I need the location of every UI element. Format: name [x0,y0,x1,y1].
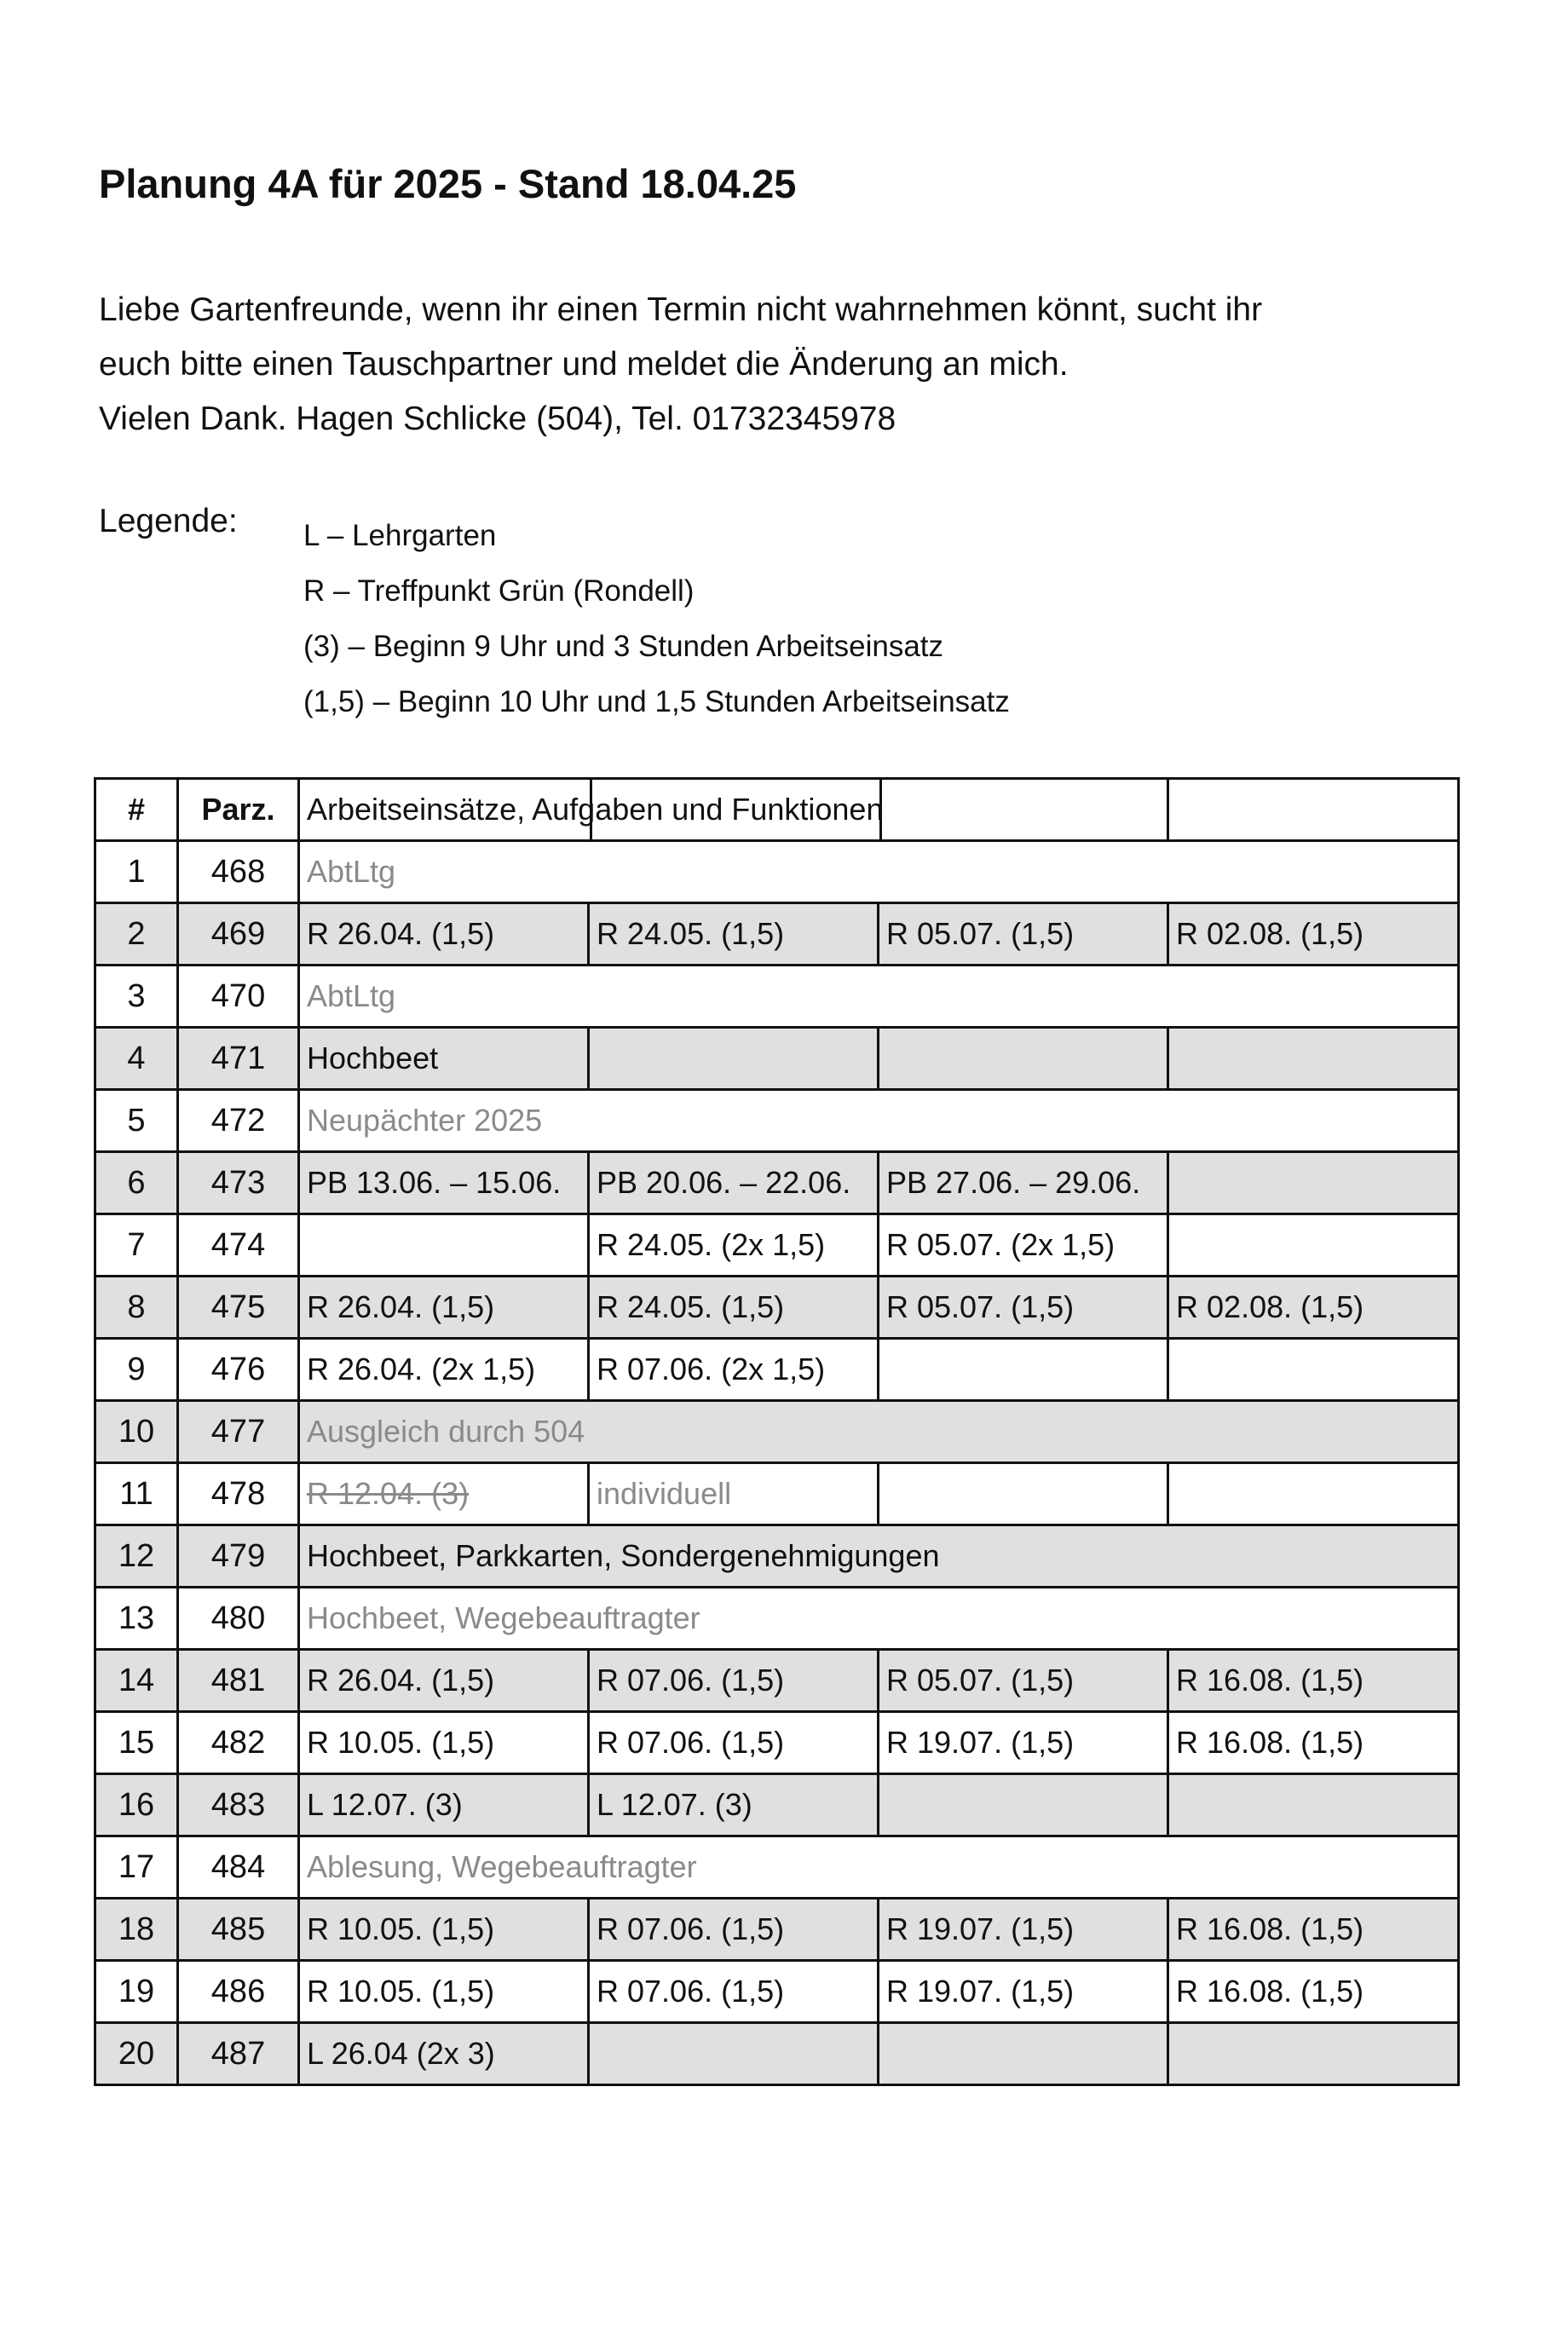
intro-line: Vielen Dank. Hagen Schlicke (504), Tel. 01732345978 [99,401,896,437]
intro-text [99,283,1462,447]
table-row [95,1961,1459,2023]
task-cell: R 07.06. (1,5) [589,1961,879,2023]
header-tasks [299,779,1168,841]
row-number: 5 [95,1090,178,1152]
task-cell: R 05.07. (1,5) [879,1277,1168,1339]
intro-line: Liebe Gartenfreunde, wenn ihr einen Termin nicht wahrnehmen könnt, sucht ihr [99,291,1263,328]
intro-line: euch bitte einen Tauschpartner und meldet die Änderung an mich. [99,346,1069,383]
row-number: 15 [95,1712,178,1774]
row-number: 6 [95,1152,178,1214]
task-cell [879,1028,1168,1090]
task-cell [879,2023,1168,2085]
assignment-table [94,777,1460,2086]
task-cell [589,2023,879,2085]
parcel-number: 485 [178,1899,299,1961]
parcel-number: 468 [178,841,299,903]
table-row [95,1525,1459,1588]
header-number: # [95,779,178,841]
table-row [95,2023,1459,2085]
task-cell: R 16.08. (1,5) [1168,1712,1459,1774]
header-parcel: Parz. [178,779,299,841]
task-cell: R 24.05. (2x 1,5) [589,1214,879,1277]
table-row [95,841,1459,903]
legend-item: (3) – Beginn 9 Uhr und 3 Stunden Arbeitseinsatz [303,630,944,663]
row-number: 10 [95,1401,178,1463]
parcel-number: 475 [178,1277,299,1339]
parcel-number: 479 [178,1525,299,1588]
task-cell [1168,1463,1459,1525]
parcel-number: 478 [178,1463,299,1525]
parcel-number: 480 [178,1588,299,1650]
parcel-number: 484 [178,1836,299,1899]
row-number: 2 [95,903,178,966]
table-row [95,1214,1459,1277]
table-row [95,903,1459,966]
task-cell: R 05.07. (1,5) [879,1650,1168,1712]
parcel-number: 477 [178,1401,299,1463]
row-number: 16 [95,1774,178,1836]
task-cell [1168,1214,1459,1277]
task-cell: R 02.08. (1,5) [1168,1277,1459,1339]
task-cell: R 10.05. (1,5) [299,1961,589,2023]
table-row [95,1339,1459,1401]
task-cell: R 26.04. (1,5) [299,903,589,966]
parcel-number: 482 [178,1712,299,1774]
task-cell: R 10.05. (1,5) [299,1712,589,1774]
legend-item: (1,5) – Beginn 10 Uhr und 1,5 Stunden Arbeitseinsatz [303,685,1010,718]
task-cell: R 19.07. (1,5) [879,1961,1168,2023]
task-cell: R 05.07. (1,5) [879,903,1168,966]
task-cell [879,1339,1168,1401]
parcel-number: 474 [178,1214,299,1277]
parcel-number: 471 [178,1028,299,1090]
row-number: 20 [95,2023,178,2085]
header-divider [879,779,882,841]
header-tasks-label: Arbeitseinsätze, Aufgaben und Funktionen [307,792,884,827]
task-cell: L 26.04 (2x 3) [299,2023,589,2085]
table-row [95,1463,1459,1525]
table-row [95,1401,1459,1463]
task-cell: R 16.08. (1,5) [1168,1899,1459,1961]
parcel-number: 487 [178,2023,299,2085]
task-cell: R 16.08. (1,5) [1168,1650,1459,1712]
task-cell: R 16.08. (1,5) [1168,1961,1459,2023]
row-number: 13 [95,1588,178,1650]
task-cell: L 12.07. (3) [299,1774,589,1836]
table-row [95,1028,1459,1090]
task-cell: R 24.05. (1,5) [589,1277,879,1339]
task-cell [1168,2023,1459,2085]
task-cell: R 05.07. (2x 1,5) [879,1214,1168,1277]
task-cell [1168,1152,1459,1214]
header-empty [1168,779,1459,841]
row-number: 3 [95,966,178,1028]
task-cell: R 24.05. (1,5) [589,903,879,966]
parcel-number: 472 [178,1090,299,1152]
page-title: Planung 4A für 2025 - Stand 18.04.25 [99,161,797,206]
task-cell [1168,1339,1459,1401]
task-cell: R 19.07. (1,5) [879,1899,1168,1961]
row-number: 17 [95,1836,178,1899]
task-span-cell: Hochbeet, Parkkarten, Sondergenehmigungen [299,1525,1459,1588]
table-row [95,1899,1459,1961]
table-row [95,966,1459,1028]
parcel-number: 486 [178,1961,299,2023]
parcel-number: 481 [178,1650,299,1712]
task-span-cell: AbtLtg [299,841,1459,903]
table-row [95,1090,1459,1152]
task-cell: R 26.04. (1,5) [299,1277,589,1339]
table-row [95,1836,1459,1899]
task-cell: individuell [589,1463,879,1525]
task-cell [879,1774,1168,1836]
table-row [95,1650,1459,1712]
row-number: 19 [95,1961,178,2023]
task-cell: R 07.06. (2x 1,5) [589,1339,879,1401]
table-row [95,1152,1459,1214]
task-cell: Hochbeet [299,1028,589,1090]
task-span-cell: Ausgleich durch 504 [299,1401,1459,1463]
task-cell: R 10.05. (1,5) [299,1899,589,1961]
parcel-number: 483 [178,1774,299,1836]
task-span-cell: Ablesung, Wegebeauftragter [299,1836,1459,1899]
table-row [95,1588,1459,1650]
table-header-row [95,779,1459,841]
task-cell [589,1028,879,1090]
table-body [95,779,1459,2085]
task-cell: PB 20.06. – 22.06. [589,1152,879,1214]
task-span-cell: Hochbeet, Wegebeauftragter [299,1588,1459,1650]
table-row [95,1774,1459,1836]
row-number: 18 [95,1899,178,1961]
row-number: 9 [95,1339,178,1401]
row-number: 12 [95,1525,178,1588]
row-number: 11 [95,1463,178,1525]
legend-label: Legende: [99,503,238,539]
task-cell [1168,1028,1459,1090]
task-cell [879,1463,1168,1525]
task-span-cell: AbtLtg [299,966,1459,1028]
parcel-number: 476 [178,1339,299,1401]
parcel-number: 469 [178,903,299,966]
legend-item: R – Treffpunkt Grün (Rondell) [303,574,695,608]
table-row [95,1712,1459,1774]
task-cell: PB 27.06. – 29.06. [879,1152,1168,1214]
table-row [95,1277,1459,1339]
task-cell: R 07.06. (1,5) [589,1899,879,1961]
task-cell: R 12.04. (3) [299,1463,589,1525]
parcel-number: 473 [178,1152,299,1214]
row-number: 8 [95,1277,178,1339]
task-cell [1168,1774,1459,1836]
row-number: 1 [95,841,178,903]
task-cell [299,1214,589,1277]
row-number: 4 [95,1028,178,1090]
task-cell: R 26.04. (2x 1,5) [299,1339,589,1401]
header-divider [590,779,592,841]
task-cell: R 07.06. (1,5) [589,1712,879,1774]
task-cell: R 26.04. (1,5) [299,1650,589,1712]
row-number: 7 [95,1214,178,1277]
task-cell: R 07.06. (1,5) [589,1650,879,1712]
legend-list [303,508,1010,729]
task-cell: L 12.07. (3) [589,1774,879,1836]
legend-item: L – Lehrgarten [303,519,497,552]
task-cell: R 19.07. (1,5) [879,1712,1168,1774]
parcel-number: 470 [178,966,299,1028]
row-number: 14 [95,1650,178,1712]
task-span-cell: Neupächter 2025 [299,1090,1459,1152]
task-cell: R 02.08. (1,5) [1168,903,1459,966]
task-cell: PB 13.06. – 15.06. [299,1152,589,1214]
